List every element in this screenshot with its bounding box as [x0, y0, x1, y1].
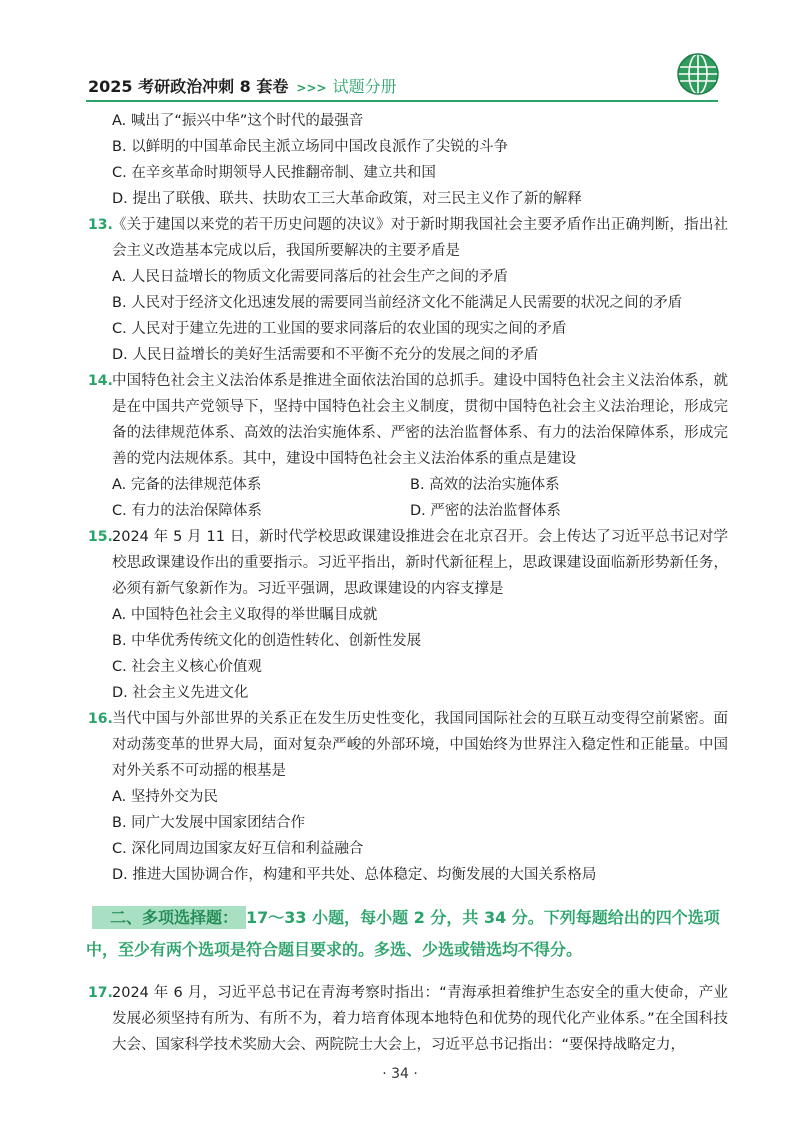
question-number: 13. — [88, 217, 113, 233]
page-header — [88, 74, 397, 97]
q15-option-d: D. 社会主义先进文化 — [112, 685, 249, 701]
header-arrows: >>> — [296, 81, 327, 95]
question-number: 14. — [88, 373, 113, 389]
question-14 — [88, 368, 728, 472]
q12-option-b: B. 以鲜明的中国革命民主派立场同中国改良派作了尖锐的斗争 — [112, 139, 509, 155]
q13-option-c: C. 人民对于建立先进的工业国的要求同落后的农业国的现实之间的矛盾 — [112, 321, 567, 337]
q14-option-d: D. 严密的法治监督体系 — [410, 503, 561, 519]
section-2-instructions: 17～33 小题，每小题 2 分，共 34 分。下列每题给出的四个选项中，至少有两个选项是符合题目要求的。多选、少选或错选均不得分。 — [86, 908, 720, 959]
section-2-title: 二、多项选择题： — [92, 906, 246, 929]
question-number: 16. — [88, 711, 113, 727]
q12-option-a: A. 喊出了“振兴中华”这个时代的最强音 — [112, 113, 364, 129]
q14-options-row-1 — [88, 472, 728, 498]
q13-option-b: B. 人民对于经济文化迅速发展的需要同当前经济文化不能满足人民需要的状况之间的矛盾 — [112, 295, 683, 311]
question-15 — [88, 524, 728, 602]
q12-option-c: C. 在辛亥革命时期领导人民推翻帝制、建立共和国 — [112, 165, 436, 181]
q16-option-c: C. 深化同周边国家友好互信和利益融合 — [112, 841, 364, 857]
question-stem: 中国特色社会主义法治体系是推进全面依法治国的总抓手。建设中国特色社会主义法治体系，就是在中国共产党领导下，坚持中国特色社会主义制度，贯彻中国特色社会主义法治理论，形成完备的法律规范体系、高效的法治实施体系、严密的法治监督体系、有力的法治保障体系，形成完善的党内法规体系。其中，建设中国特色社会主义法治体系的重点是建设 — [112, 373, 728, 467]
header-divider — [86, 100, 718, 102]
header-title: 2025 考研政治冲刺 8 套卷 — [88, 77, 289, 96]
page-number: · 34 · — [382, 1066, 418, 1082]
q16-option-d: D. 推进大国协调合作，构建和平共处、总体稳定、均衡发展的大国关系格局 — [112, 867, 597, 883]
q13-option-d: D. 人民日益增长的美好生活需要和不平衡不充分的发展之间的矛盾 — [112, 347, 539, 363]
page-content — [88, 108, 728, 1058]
section-2-heading — [86, 902, 722, 966]
q14-option-b: B. 高效的法治实施体系 — [410, 477, 560, 493]
q12-option-d: D. 提出了联俄、联共、扶助农工三大革命政策，对三民主义作了新的解释 — [112, 191, 582, 207]
q15-option-c: C. 社会主义核心价值观 — [112, 659, 262, 675]
q15-option-b: B. 中华优秀传统文化的创造性转化、创新性发展 — [112, 633, 422, 649]
question-number: 15. — [88, 529, 113, 545]
q14-options-row-2 — [88, 498, 728, 524]
question-17 — [88, 980, 728, 1058]
q14-option-a: A. 完备的法律规范体系 — [112, 477, 262, 493]
globe-icon — [676, 52, 720, 96]
q16-option-b: B. 同广大发展中国家团结合作 — [112, 815, 306, 831]
header-subtitle: 试题分册 — [332, 77, 397, 96]
q16-option-a: A. 坚持外交为民 — [112, 789, 218, 805]
question-number: 17. — [88, 985, 113, 1001]
question-stem: 2024 年 5 月 11 日，新时代学校思政课建设推进会在北京召开。会上传达了习近平总书记对学校思政课建设作出的重要指示。习近平指出，新时代新征程上，思政课建设面临新形势新任务，必须有新气象新作为。习近平强调，思政课建设的内容支撑是 — [112, 529, 728, 597]
q13-option-a: A. 人民日益增长的物质文化需要同落后的社会生产之间的矛盾 — [112, 269, 508, 285]
q14-option-c: C. 有力的法治保障体系 — [112, 503, 262, 519]
question-13 — [88, 212, 728, 264]
question-16 — [88, 706, 728, 784]
q15-option-a: A. 中国特色社会主义取得的举世瞩目成就 — [112, 607, 378, 623]
question-stem: 《关于建国以来党的若干历史问题的决议》对于新时期我国社会主要矛盾作出正确判断，指出社会主义改造基本完成以后，我国所要解决的主要矛盾是 — [112, 217, 728, 259]
question-stem: 当代中国与外部世界的关系正在发生历史性变化，我国同国际社会的互联互动变得空前紧密。面对动荡变革的世界大局，面对复杂严峻的外部环境，中国始终为世界注入稳定性和正能量。中国对外关系不可动摇的根基是 — [112, 711, 728, 779]
question-stem: 2024 年 6 月，习近平总书记在青海考察时指出：“青海承担着维护生态安全的重大使命，产业发展必须坚持有所为、有所不为，着力培育体现本地特色和优势的现代化产业体系。”在全国科技大会、国家科学技术奖励大会、两院院士大会上，习近平总书记指出：“要保持战略定力， — [112, 985, 728, 1053]
